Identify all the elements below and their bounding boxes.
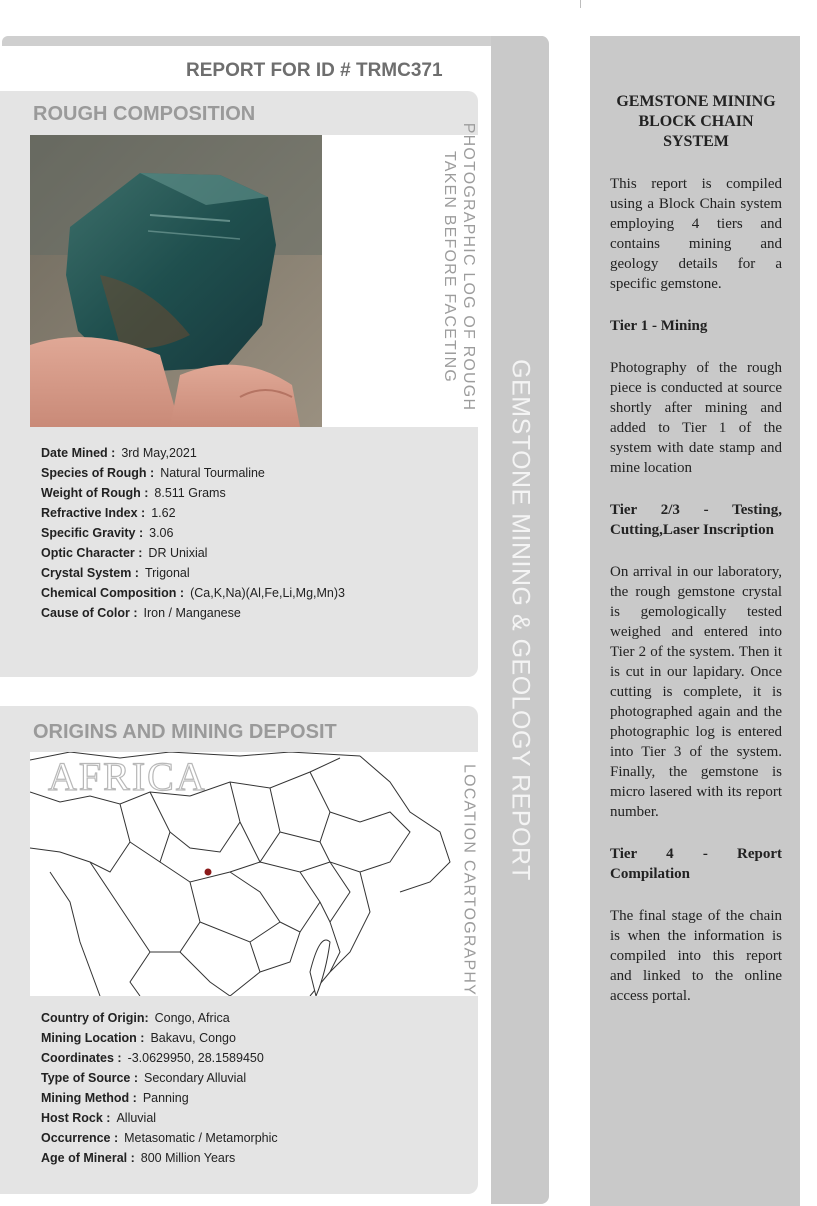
report-id-title: REPORT FOR ID # TRMC371	[186, 60, 443, 81]
rough-gemstone-photo	[30, 135, 322, 427]
field-cause-of-color	[41, 603, 345, 623]
tier4-heading: Tier 4 - Report Compilation	[610, 846, 782, 882]
field-key: Species of Rough :	[41, 466, 155, 480]
field-value: 3.06	[149, 526, 174, 540]
rough-fields	[41, 443, 345, 623]
photo-log-line-2: TAKEN BEFORE FACETING	[441, 150, 458, 384]
field-mining-location	[41, 1028, 278, 1048]
field-weight	[41, 483, 345, 503]
field-host-rock	[41, 1108, 278, 1128]
tier4-text: The final stage of the chain is when the information is compiled into this report and linked to the online access portal.	[610, 908, 782, 1004]
field-key: Type of Source :	[41, 1071, 139, 1085]
field-value: 8.511 Grams	[154, 486, 226, 500]
rough-composition-title: ROUGH COMPOSITION	[33, 103, 256, 125]
field-value: Alluvial	[116, 1111, 157, 1125]
field-value: 3rd May,2021	[121, 446, 197, 460]
field-value: Iron / Manganese	[143, 606, 241, 620]
field-optic-character	[41, 543, 345, 563]
field-value: 1.62	[151, 506, 176, 520]
field-key: Host Rock :	[41, 1111, 111, 1125]
field-chemical-composition	[41, 583, 345, 603]
origins-panel	[0, 706, 478, 1194]
field-value: 800 Million Years	[140, 1151, 236, 1165]
sidebar-title: GEMSTONE MINING BLOCK CHAIN SYSTEM	[616, 93, 776, 150]
tier23-text: On arrival in our laboratory, the rough gemstone crystal is gemologically tested weighed and entered into Tier 2 of the system. Then it is cut in our lapidary. Once cutting is complete, it is photographed again and the photographic log is entered into Tier 3 of the system. Finally, the gemstone is micro lasered with its report number.	[610, 564, 782, 820]
location-dot	[205, 869, 212, 876]
field-country	[41, 1008, 278, 1028]
field-key: Age of Mineral :	[41, 1151, 135, 1165]
field-value: Secondary Alluvial	[144, 1071, 247, 1085]
rough-composition-panel	[0, 91, 478, 677]
blockchain-sidebar	[590, 36, 800, 1206]
field-key: Weight of Rough :	[41, 486, 149, 500]
field-refractive-index	[41, 503, 345, 523]
tier23-heading: Tier 2/3 - Testing, Cutting,Laser Inscription	[610, 502, 782, 538]
field-key: Mining Method :	[41, 1091, 137, 1105]
field-value: DR Unixial	[148, 546, 208, 560]
spine-title: GEMSTONE MINING & GEOLOGY REPORT	[506, 359, 535, 881]
field-occurrence	[41, 1128, 278, 1148]
field-key: Crystal System :	[41, 566, 139, 580]
origin-fields	[41, 1008, 278, 1168]
field-key: Occurrence :	[41, 1131, 119, 1145]
africa-map	[30, 752, 478, 996]
field-date-mined	[41, 443, 345, 463]
field-crystal-system	[41, 563, 345, 583]
field-value: Metasomatic / Metamorphic	[124, 1131, 278, 1145]
map-watermark: AFRICA	[48, 754, 207, 799]
blockchain-sidebar-content	[610, 92, 782, 1028]
rough-photo-area	[30, 122, 478, 427]
field-specific-gravity	[41, 523, 345, 543]
photo-log-label	[440, 123, 478, 411]
field-key: Mining Location :	[41, 1031, 145, 1045]
field-key: Specific Gravity :	[41, 526, 144, 540]
field-value: (Ca,K,Na)(Al,Fe,Li,Mg,Mn)3	[190, 586, 345, 600]
field-value: Congo, Africa	[154, 1011, 230, 1025]
map-area	[30, 752, 478, 996]
field-species	[41, 463, 345, 483]
field-value: Trigonal	[144, 566, 190, 580]
field-key: Coordinates :	[41, 1051, 122, 1065]
field-value: -3.0629950, 28.1589450	[127, 1051, 264, 1065]
field-key: Date Mined :	[41, 446, 116, 460]
field-mining-method	[41, 1088, 278, 1108]
field-value: Bakavu, Congo	[150, 1031, 236, 1045]
field-key: Refractive Index :	[41, 506, 146, 520]
map-label: LOCATION CARTOGRAPHY	[460, 763, 478, 997]
field-type-of-source	[41, 1068, 278, 1088]
top-bar	[2, 36, 548, 46]
sidebar-intro: This report is compiled using a Block Chain system employing 4 tiers and contains mining and geology details for a specific gemstone.	[610, 176, 782, 292]
tier1-heading: Tier 1 - Mining	[610, 318, 708, 334]
field-coordinates	[41, 1048, 278, 1068]
origins-title: ORIGINS AND MINING DEPOSIT	[33, 721, 337, 743]
field-key: Country of Origin:	[41, 1011, 149, 1025]
field-age-of-mineral	[41, 1148, 278, 1168]
field-key: Chemical Composition :	[41, 586, 185, 600]
field-key: Cause of Color :	[41, 606, 138, 620]
top-tick	[580, 0, 581, 8]
field-value: Panning	[142, 1091, 189, 1105]
photo-log-line-1: PHOTOGRAPHIC LOG OF ROUGH	[460, 122, 477, 412]
field-key: Optic Character :	[41, 546, 143, 560]
report-spine	[491, 36, 549, 1204]
field-value: Natural Tourmaline	[160, 466, 265, 480]
tier1-text: Photography of the rough piece is conducted at source shortly after mining and added to Tier 1 of the system with date stamp and mine location	[610, 360, 782, 476]
